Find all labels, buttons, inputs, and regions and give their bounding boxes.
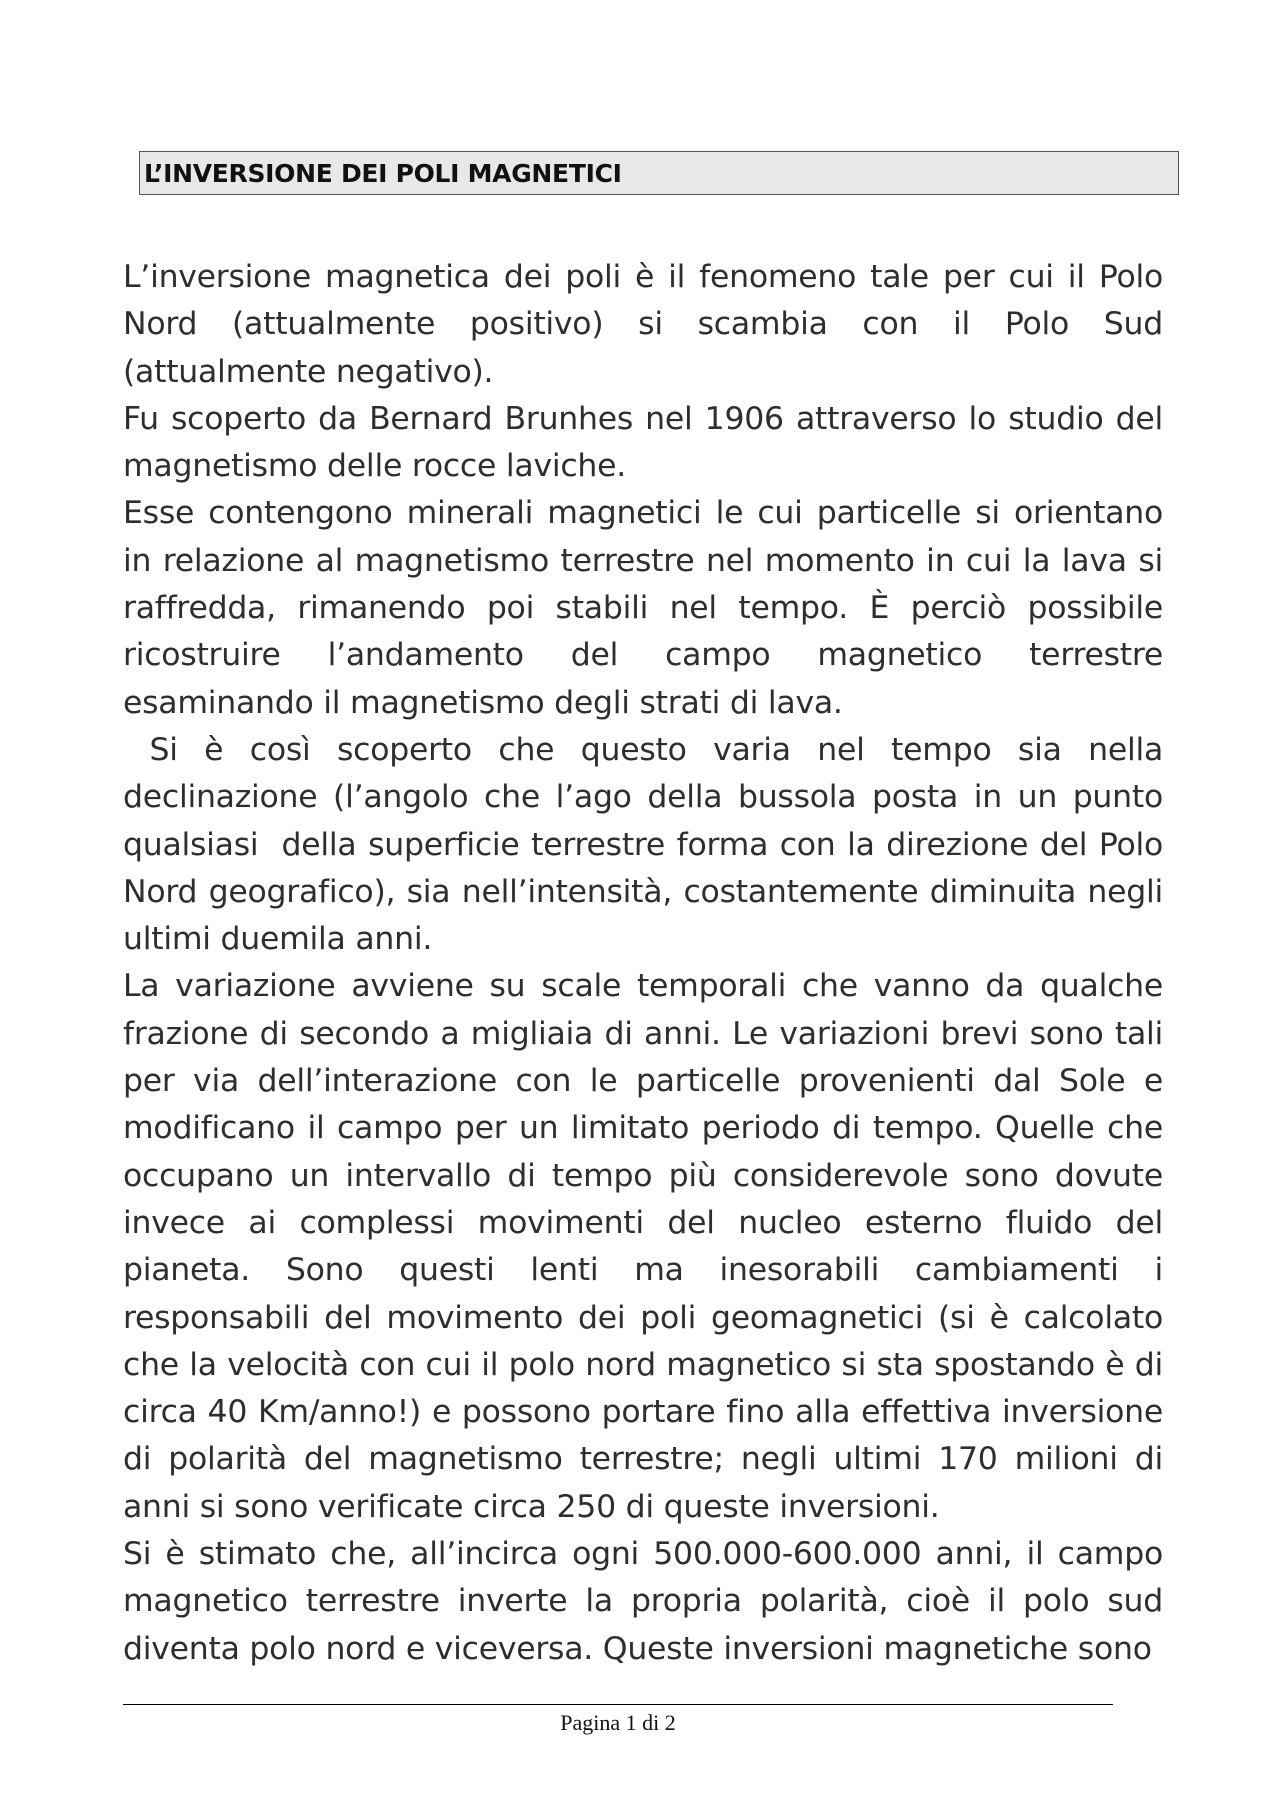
document-body xyxy=(123,254,1173,1673)
paragraph-2: Fu scoperto da Bernard Brunhes nel 1906 attraverso lo studio del magnetismo delle rocce laviche. xyxy=(123,400,1163,485)
footer-divider xyxy=(123,1704,1113,1705)
page-number: Pagina 1 di 2 xyxy=(560,1710,676,1735)
paragraph-4: Si è così scoperto che questo varia nel tempo sia nella declinazione (l’angolo che l’ago della bussola posta in un punto qualsiasi della superficie terrestre forma con la direzione del Polo Nord geografico), sia nell’intensità, costantemente diminuita negli ultimi duemila anni. xyxy=(123,731,1173,958)
paragraph-1: L’inversione magnetica dei poli è il fenomeno tale per cui il Polo Nord (attualmente positivo) si scambia con il Polo Sud (attualmente negativo). xyxy=(123,259,1163,390)
paragraph-3: Esse contengono minerali magnetici le cui particelle si orientano in relazione al magnetismo terrestre nel momento in cui la lava si raffredda, rimanendo poi stabili nel tempo. È perciò possibile ricostruire l’andamento del campo magnetico terrestre esaminando il magnetismo degli strati di lava. xyxy=(123,495,1163,721)
title-box xyxy=(139,151,1179,195)
document-title: L’INVERSIONE DEI POLI MAGNETICI xyxy=(144,158,622,188)
paragraph-5: La variazione avviene su scale temporali che vanno da qualche frazione di secondo a migliaia di anni. Le variazioni brevi sono tali per via dell’interazione con le particelle provenienti dal Sole e modificano il campo per un limitato periodo di tempo. Quelle che occupano un intervallo di tempo più considerevole sono dovute invece ai complessi movimenti del nucleo esterno fluido del pianeta. Sono questi lenti ma inesorabili cambiamenti i responsabili del movimento dei poli geomagnetici (si è calcolato che la velocità con cui il polo nord magnetico si sta spostando è di circa 40 Km/anno!) e possono portare fino alla effettiva inversione di polarità del magnetismo terrestre; negli ultimi 170 milioni di anni si sono verificate circa 250 di queste inversioni. xyxy=(123,968,1163,1525)
paragraph-6: Si è stimato che, all’incirca ogni 500.000-600.000 anni, il campo magnetico terrestre inverte la propria polarità, cioè il polo sud diventa polo nord e viceversa. Queste inversioni magnetiche sono xyxy=(123,1536,1163,1667)
